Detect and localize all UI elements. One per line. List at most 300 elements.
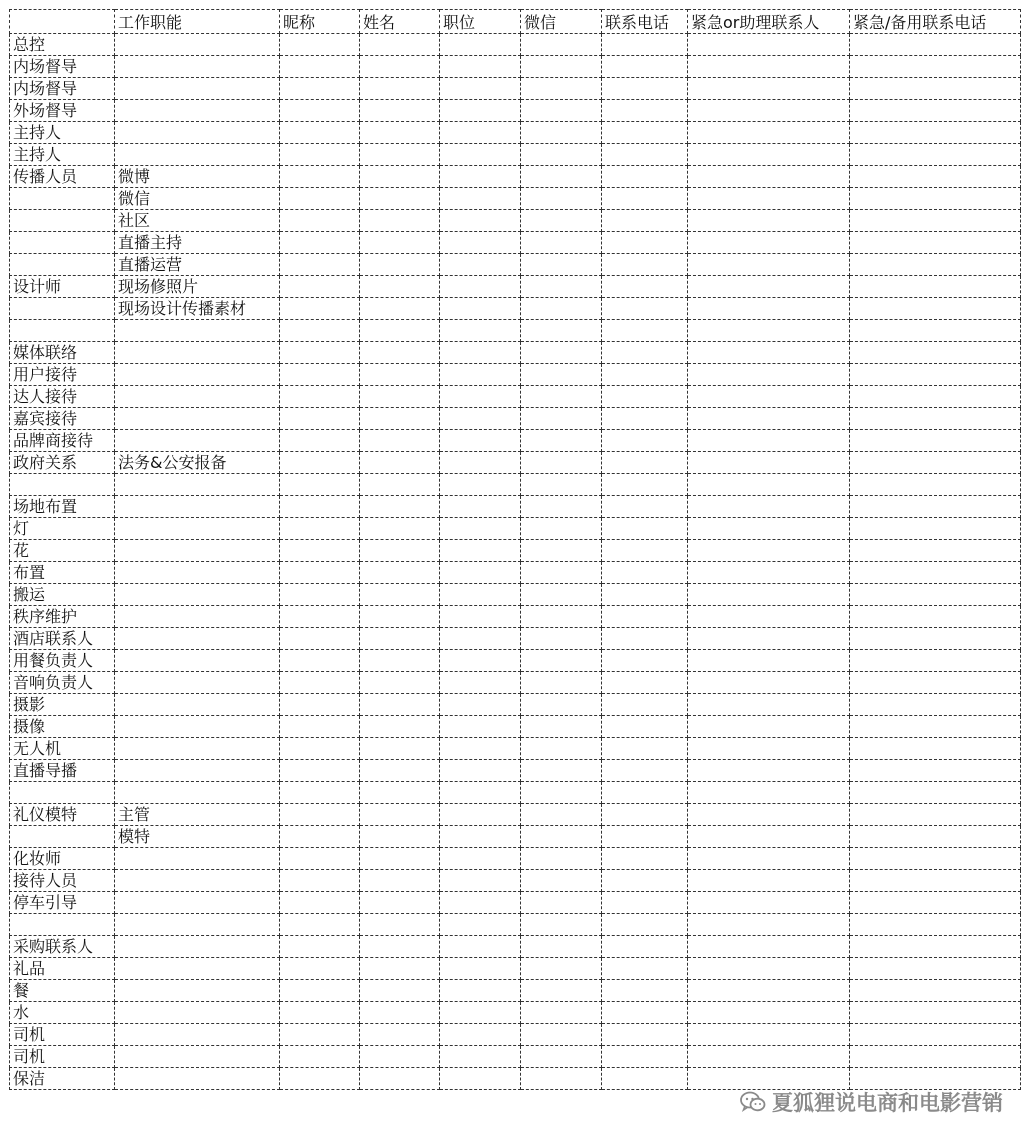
table-cell[interactable] xyxy=(280,605,360,627)
function-cell[interactable] xyxy=(115,100,280,122)
table-cell[interactable] xyxy=(360,935,440,957)
table-cell[interactable] xyxy=(850,451,1021,473)
table-cell[interactable] xyxy=(602,539,688,561)
table-cell[interactable] xyxy=(280,56,360,78)
table-cell[interactable] xyxy=(521,341,602,363)
table-cell[interactable] xyxy=(602,473,688,495)
table-cell[interactable] xyxy=(688,254,850,276)
table-cell[interactable] xyxy=(850,1001,1021,1023)
table-cell[interactable] xyxy=(280,122,360,144)
table-cell[interactable] xyxy=(521,385,602,407)
table-cell[interactable] xyxy=(850,78,1021,100)
table-cell[interactable] xyxy=(850,166,1021,188)
table-cell[interactable] xyxy=(280,232,360,254)
table-cell[interactable] xyxy=(360,210,440,232)
table-cell[interactable] xyxy=(440,320,521,342)
table-cell[interactable] xyxy=(360,298,440,320)
table-cell[interactable] xyxy=(850,693,1021,715)
table-cell[interactable] xyxy=(602,166,688,188)
role-cell[interactable] xyxy=(10,210,115,232)
table-cell[interactable] xyxy=(360,913,440,935)
table-cell[interactable] xyxy=(521,363,602,385)
table-cell[interactable] xyxy=(360,1045,440,1067)
table-cell[interactable] xyxy=(521,693,602,715)
function-cell[interactable] xyxy=(115,869,280,891)
table-cell[interactable] xyxy=(602,715,688,737)
table-cell[interactable] xyxy=(521,561,602,583)
table-cell[interactable] xyxy=(850,407,1021,429)
table-cell[interactable] xyxy=(602,825,688,847)
table-cell[interactable] xyxy=(602,979,688,1001)
table-cell[interactable] xyxy=(602,671,688,693)
table-cell[interactable] xyxy=(850,649,1021,671)
table-cell[interactable] xyxy=(688,188,850,210)
table-cell[interactable] xyxy=(602,957,688,979)
function-cell[interactable] xyxy=(115,1045,280,1067)
table-cell[interactable] xyxy=(440,715,521,737)
function-cell[interactable] xyxy=(115,473,280,495)
table-cell[interactable] xyxy=(360,254,440,276)
table-cell[interactable] xyxy=(440,803,521,825)
table-cell[interactable] xyxy=(360,693,440,715)
table-cell[interactable] xyxy=(521,759,602,781)
table-cell[interactable] xyxy=(850,737,1021,759)
table-cell[interactable] xyxy=(440,825,521,847)
role-cell[interactable]: 主持人 xyxy=(10,122,115,144)
table-cell[interactable] xyxy=(688,210,850,232)
table-cell[interactable] xyxy=(280,429,360,451)
table-cell[interactable] xyxy=(688,320,850,342)
function-cell[interactable] xyxy=(115,517,280,539)
table-cell[interactable] xyxy=(850,1023,1021,1045)
table-cell[interactable] xyxy=(440,1067,521,1089)
table-cell[interactable] xyxy=(602,407,688,429)
role-cell[interactable]: 接待人员 xyxy=(10,869,115,891)
table-cell[interactable] xyxy=(280,320,360,342)
table-cell[interactable] xyxy=(688,935,850,957)
table-cell[interactable] xyxy=(688,869,850,891)
table-cell[interactable] xyxy=(521,583,602,605)
table-cell[interactable] xyxy=(360,825,440,847)
table-cell[interactable] xyxy=(688,385,850,407)
table-cell[interactable] xyxy=(602,891,688,913)
function-cell[interactable]: 微信 xyxy=(115,188,280,210)
role-cell[interactable]: 花 xyxy=(10,539,115,561)
table-cell[interactable] xyxy=(602,385,688,407)
table-cell[interactable] xyxy=(280,627,360,649)
role-cell[interactable]: 停车引导 xyxy=(10,891,115,913)
table-cell[interactable] xyxy=(850,825,1021,847)
function-cell[interactable] xyxy=(115,1023,280,1045)
table-cell[interactable] xyxy=(360,517,440,539)
function-cell[interactable]: 直播主持 xyxy=(115,232,280,254)
table-cell[interactable] xyxy=(602,320,688,342)
function-cell[interactable] xyxy=(115,737,280,759)
table-cell[interactable] xyxy=(521,979,602,1001)
table-cell[interactable] xyxy=(688,671,850,693)
table-cell[interactable] xyxy=(688,34,850,56)
table-cell[interactable] xyxy=(360,759,440,781)
table-cell[interactable] xyxy=(602,188,688,210)
table-cell[interactable] xyxy=(360,451,440,473)
role-cell[interactable]: 水 xyxy=(10,1001,115,1023)
role-cell[interactable]: 灯 xyxy=(10,517,115,539)
table-cell[interactable] xyxy=(521,122,602,144)
table-cell[interactable] xyxy=(440,671,521,693)
table-cell[interactable] xyxy=(602,1045,688,1067)
table-cell[interactable] xyxy=(521,100,602,122)
table-cell[interactable] xyxy=(850,276,1021,298)
function-cell[interactable] xyxy=(115,605,280,627)
table-cell[interactable] xyxy=(280,188,360,210)
function-cell[interactable] xyxy=(115,320,280,342)
function-cell[interactable] xyxy=(115,781,280,803)
table-cell[interactable] xyxy=(440,649,521,671)
function-cell[interactable] xyxy=(115,561,280,583)
table-cell[interactable] xyxy=(521,78,602,100)
table-cell[interactable] xyxy=(280,276,360,298)
header-cell[interactable]: 紧急or助理联系人 xyxy=(688,10,850,34)
function-cell[interactable] xyxy=(115,759,280,781)
table-cell[interactable] xyxy=(440,298,521,320)
table-cell[interactable] xyxy=(602,56,688,78)
table-cell[interactable] xyxy=(521,803,602,825)
function-cell[interactable] xyxy=(115,363,280,385)
table-cell[interactable] xyxy=(280,254,360,276)
table-cell[interactable] xyxy=(280,715,360,737)
table-cell[interactable] xyxy=(440,451,521,473)
table-cell[interactable] xyxy=(360,276,440,298)
table-cell[interactable] xyxy=(440,210,521,232)
table-cell[interactable] xyxy=(688,847,850,869)
table-cell[interactable] xyxy=(440,979,521,1001)
table-cell[interactable] xyxy=(360,847,440,869)
table-cell[interactable] xyxy=(850,363,1021,385)
table-cell[interactable] xyxy=(280,385,360,407)
table-cell[interactable] xyxy=(440,561,521,583)
role-cell[interactable]: 化妆师 xyxy=(10,847,115,869)
role-cell[interactable]: 保洁 xyxy=(10,1067,115,1089)
table-cell[interactable] xyxy=(280,210,360,232)
role-cell[interactable]: 场地布置 xyxy=(10,495,115,517)
function-cell[interactable] xyxy=(115,341,280,363)
table-cell[interactable] xyxy=(688,1067,850,1089)
table-cell[interactable] xyxy=(688,78,850,100)
table-cell[interactable] xyxy=(440,232,521,254)
table-cell[interactable] xyxy=(280,144,360,166)
role-cell[interactable]: 外场督导 xyxy=(10,100,115,122)
table-cell[interactable] xyxy=(850,517,1021,539)
role-cell[interactable]: 达人接待 xyxy=(10,385,115,407)
table-cell[interactable] xyxy=(850,979,1021,1001)
table-cell[interactable] xyxy=(688,605,850,627)
role-cell[interactable]: 设计师 xyxy=(10,276,115,298)
table-cell[interactable] xyxy=(688,276,850,298)
role-cell[interactable] xyxy=(10,781,115,803)
function-cell[interactable] xyxy=(115,34,280,56)
table-cell[interactable] xyxy=(280,957,360,979)
table-cell[interactable] xyxy=(440,891,521,913)
function-cell[interactable]: 微博 xyxy=(115,166,280,188)
table-cell[interactable] xyxy=(440,166,521,188)
table-cell[interactable] xyxy=(850,869,1021,891)
table-cell[interactable] xyxy=(521,517,602,539)
function-cell[interactable]: 现场修照片 xyxy=(115,276,280,298)
table-cell[interactable] xyxy=(280,100,360,122)
table-cell[interactable] xyxy=(688,583,850,605)
table-cell[interactable] xyxy=(688,759,850,781)
table-cell[interactable] xyxy=(360,341,440,363)
table-cell[interactable] xyxy=(602,517,688,539)
table-cell[interactable] xyxy=(360,605,440,627)
function-cell[interactable] xyxy=(115,539,280,561)
table-cell[interactable] xyxy=(850,627,1021,649)
table-cell[interactable] xyxy=(280,759,360,781)
table-cell[interactable] xyxy=(280,1001,360,1023)
table-cell[interactable] xyxy=(602,210,688,232)
table-cell[interactable] xyxy=(280,825,360,847)
table-cell[interactable] xyxy=(688,100,850,122)
header-cell[interactable]: 微信 xyxy=(521,10,602,34)
table-cell[interactable] xyxy=(440,254,521,276)
table-cell[interactable] xyxy=(688,341,850,363)
table-cell[interactable] xyxy=(440,56,521,78)
header-cell[interactable]: 紧急/备用联系电话 xyxy=(850,10,1021,34)
table-cell[interactable] xyxy=(688,1023,850,1045)
table-cell[interactable] xyxy=(602,341,688,363)
function-cell[interactable] xyxy=(115,1067,280,1089)
table-cell[interactable] xyxy=(360,979,440,1001)
table-cell[interactable] xyxy=(521,210,602,232)
function-cell[interactable] xyxy=(115,671,280,693)
role-cell[interactable] xyxy=(10,913,115,935)
function-cell[interactable] xyxy=(115,891,280,913)
table-cell[interactable] xyxy=(280,341,360,363)
table-cell[interactable] xyxy=(688,539,850,561)
table-cell[interactable] xyxy=(688,473,850,495)
table-cell[interactable] xyxy=(521,539,602,561)
table-cell[interactable] xyxy=(602,649,688,671)
table-cell[interactable] xyxy=(440,869,521,891)
function-cell[interactable] xyxy=(115,715,280,737)
table-cell[interactable] xyxy=(440,341,521,363)
function-cell[interactable] xyxy=(115,1001,280,1023)
table-cell[interactable] xyxy=(521,144,602,166)
header-cell[interactable]: 工作职能 xyxy=(115,10,280,34)
role-cell[interactable] xyxy=(10,298,115,320)
role-cell[interactable]: 品牌商接待 xyxy=(10,429,115,451)
table-cell[interactable] xyxy=(521,232,602,254)
function-cell[interactable] xyxy=(115,693,280,715)
table-cell[interactable] xyxy=(280,649,360,671)
table-cell[interactable] xyxy=(688,429,850,451)
table-cell[interactable] xyxy=(360,166,440,188)
table-cell[interactable] xyxy=(360,320,440,342)
role-cell[interactable]: 用户接待 xyxy=(10,363,115,385)
function-cell[interactable]: 社区 xyxy=(115,210,280,232)
table-cell[interactable] xyxy=(280,913,360,935)
table-cell[interactable] xyxy=(360,583,440,605)
table-cell[interactable] xyxy=(360,34,440,56)
table-cell[interactable] xyxy=(850,298,1021,320)
role-cell[interactable]: 用餐负责人 xyxy=(10,649,115,671)
table-cell[interactable] xyxy=(602,561,688,583)
table-cell[interactable] xyxy=(521,781,602,803)
function-cell[interactable] xyxy=(115,385,280,407)
table-cell[interactable] xyxy=(602,627,688,649)
table-cell[interactable] xyxy=(360,1023,440,1045)
role-cell[interactable]: 采购联系人 xyxy=(10,935,115,957)
table-cell[interactable] xyxy=(440,495,521,517)
table-cell[interactable] xyxy=(440,759,521,781)
table-cell[interactable] xyxy=(688,561,850,583)
header-cell[interactable] xyxy=(10,10,115,34)
table-cell[interactable] xyxy=(602,34,688,56)
table-cell[interactable] xyxy=(360,232,440,254)
table-cell[interactable] xyxy=(688,451,850,473)
table-cell[interactable] xyxy=(602,1001,688,1023)
role-cell[interactable]: 嘉宾接待 xyxy=(10,407,115,429)
table-cell[interactable] xyxy=(440,122,521,144)
table-cell[interactable] xyxy=(688,649,850,671)
table-cell[interactable] xyxy=(521,627,602,649)
role-cell[interactable]: 餐 xyxy=(10,979,115,1001)
table-cell[interactable] xyxy=(280,451,360,473)
table-cell[interactable] xyxy=(280,78,360,100)
function-cell[interactable]: 法务&公安报备 xyxy=(115,451,280,473)
table-cell[interactable] xyxy=(360,561,440,583)
role-cell[interactable] xyxy=(10,825,115,847)
table-cell[interactable] xyxy=(850,56,1021,78)
function-cell[interactable] xyxy=(115,429,280,451)
table-cell[interactable] xyxy=(850,1067,1021,1089)
table-cell[interactable] xyxy=(688,517,850,539)
function-cell[interactable] xyxy=(115,495,280,517)
table-cell[interactable] xyxy=(440,188,521,210)
table-cell[interactable] xyxy=(440,276,521,298)
table-cell[interactable] xyxy=(521,56,602,78)
function-cell[interactable] xyxy=(115,979,280,1001)
table-cell[interactable] xyxy=(280,737,360,759)
table-cell[interactable] xyxy=(521,957,602,979)
table-cell[interactable] xyxy=(440,1045,521,1067)
table-cell[interactable] xyxy=(360,627,440,649)
table-cell[interactable] xyxy=(360,957,440,979)
function-cell[interactable] xyxy=(115,913,280,935)
table-cell[interactable] xyxy=(602,363,688,385)
table-cell[interactable] xyxy=(602,298,688,320)
table-cell[interactable] xyxy=(850,671,1021,693)
table-cell[interactable] xyxy=(440,913,521,935)
table-cell[interactable] xyxy=(280,847,360,869)
table-cell[interactable] xyxy=(521,429,602,451)
role-cell[interactable] xyxy=(10,473,115,495)
table-cell[interactable] xyxy=(521,847,602,869)
table-cell[interactable] xyxy=(521,671,602,693)
table-cell[interactable] xyxy=(521,715,602,737)
table-cell[interactable] xyxy=(360,407,440,429)
table-cell[interactable] xyxy=(360,429,440,451)
table-cell[interactable] xyxy=(440,583,521,605)
table-cell[interactable] xyxy=(280,166,360,188)
table-cell[interactable] xyxy=(602,737,688,759)
table-cell[interactable] xyxy=(280,539,360,561)
table-cell[interactable] xyxy=(850,781,1021,803)
table-cell[interactable] xyxy=(850,495,1021,517)
role-cell[interactable]: 礼品 xyxy=(10,957,115,979)
table-cell[interactable] xyxy=(360,56,440,78)
table-cell[interactable] xyxy=(850,561,1021,583)
table-cell[interactable] xyxy=(850,100,1021,122)
table-cell[interactable] xyxy=(688,122,850,144)
role-cell[interactable]: 布置 xyxy=(10,561,115,583)
table-cell[interactable] xyxy=(280,561,360,583)
table-cell[interactable] xyxy=(360,803,440,825)
table-cell[interactable] xyxy=(360,144,440,166)
table-cell[interactable] xyxy=(688,957,850,979)
table-cell[interactable] xyxy=(360,363,440,385)
table-cell[interactable] xyxy=(440,517,521,539)
table-cell[interactable] xyxy=(602,583,688,605)
table-cell[interactable] xyxy=(688,781,850,803)
table-cell[interactable] xyxy=(602,847,688,869)
table-cell[interactable] xyxy=(440,693,521,715)
function-cell[interactable] xyxy=(115,144,280,166)
table-cell[interactable] xyxy=(521,935,602,957)
function-cell[interactable] xyxy=(115,407,280,429)
table-cell[interactable] xyxy=(440,935,521,957)
table-cell[interactable] xyxy=(521,1001,602,1023)
role-cell[interactable]: 媒体联络 xyxy=(10,341,115,363)
table-cell[interactable] xyxy=(521,1067,602,1089)
table-cell[interactable] xyxy=(440,100,521,122)
table-cell[interactable] xyxy=(521,166,602,188)
table-cell[interactable] xyxy=(688,1001,850,1023)
table-cell[interactable] xyxy=(521,276,602,298)
table-cell[interactable] xyxy=(521,473,602,495)
header-cell[interactable]: 姓名 xyxy=(360,10,440,34)
table-cell[interactable] xyxy=(280,473,360,495)
table-cell[interactable] xyxy=(360,539,440,561)
table-cell[interactable] xyxy=(688,627,850,649)
table-cell[interactable] xyxy=(280,781,360,803)
role-cell[interactable]: 搬运 xyxy=(10,583,115,605)
role-cell[interactable] xyxy=(10,188,115,210)
table-cell[interactable] xyxy=(850,957,1021,979)
table-cell[interactable] xyxy=(440,627,521,649)
table-cell[interactable] xyxy=(688,693,850,715)
header-cell[interactable]: 职位 xyxy=(440,10,521,34)
table-cell[interactable] xyxy=(688,495,850,517)
table-cell[interactable] xyxy=(521,605,602,627)
table-cell[interactable] xyxy=(688,56,850,78)
table-cell[interactable] xyxy=(850,144,1021,166)
function-cell[interactable] xyxy=(115,957,280,979)
table-cell[interactable] xyxy=(521,298,602,320)
table-cell[interactable] xyxy=(440,1001,521,1023)
function-cell[interactable]: 直播运营 xyxy=(115,254,280,276)
table-cell[interactable] xyxy=(360,869,440,891)
table-cell[interactable] xyxy=(360,737,440,759)
function-cell[interactable]: 现场设计传播素材 xyxy=(115,298,280,320)
table-cell[interactable] xyxy=(440,473,521,495)
header-cell[interactable]: 联系电话 xyxy=(602,10,688,34)
table-cell[interactable] xyxy=(602,451,688,473)
table-cell[interactable] xyxy=(440,1023,521,1045)
table-cell[interactable] xyxy=(521,451,602,473)
table-cell[interactable] xyxy=(440,144,521,166)
table-cell[interactable] xyxy=(850,539,1021,561)
